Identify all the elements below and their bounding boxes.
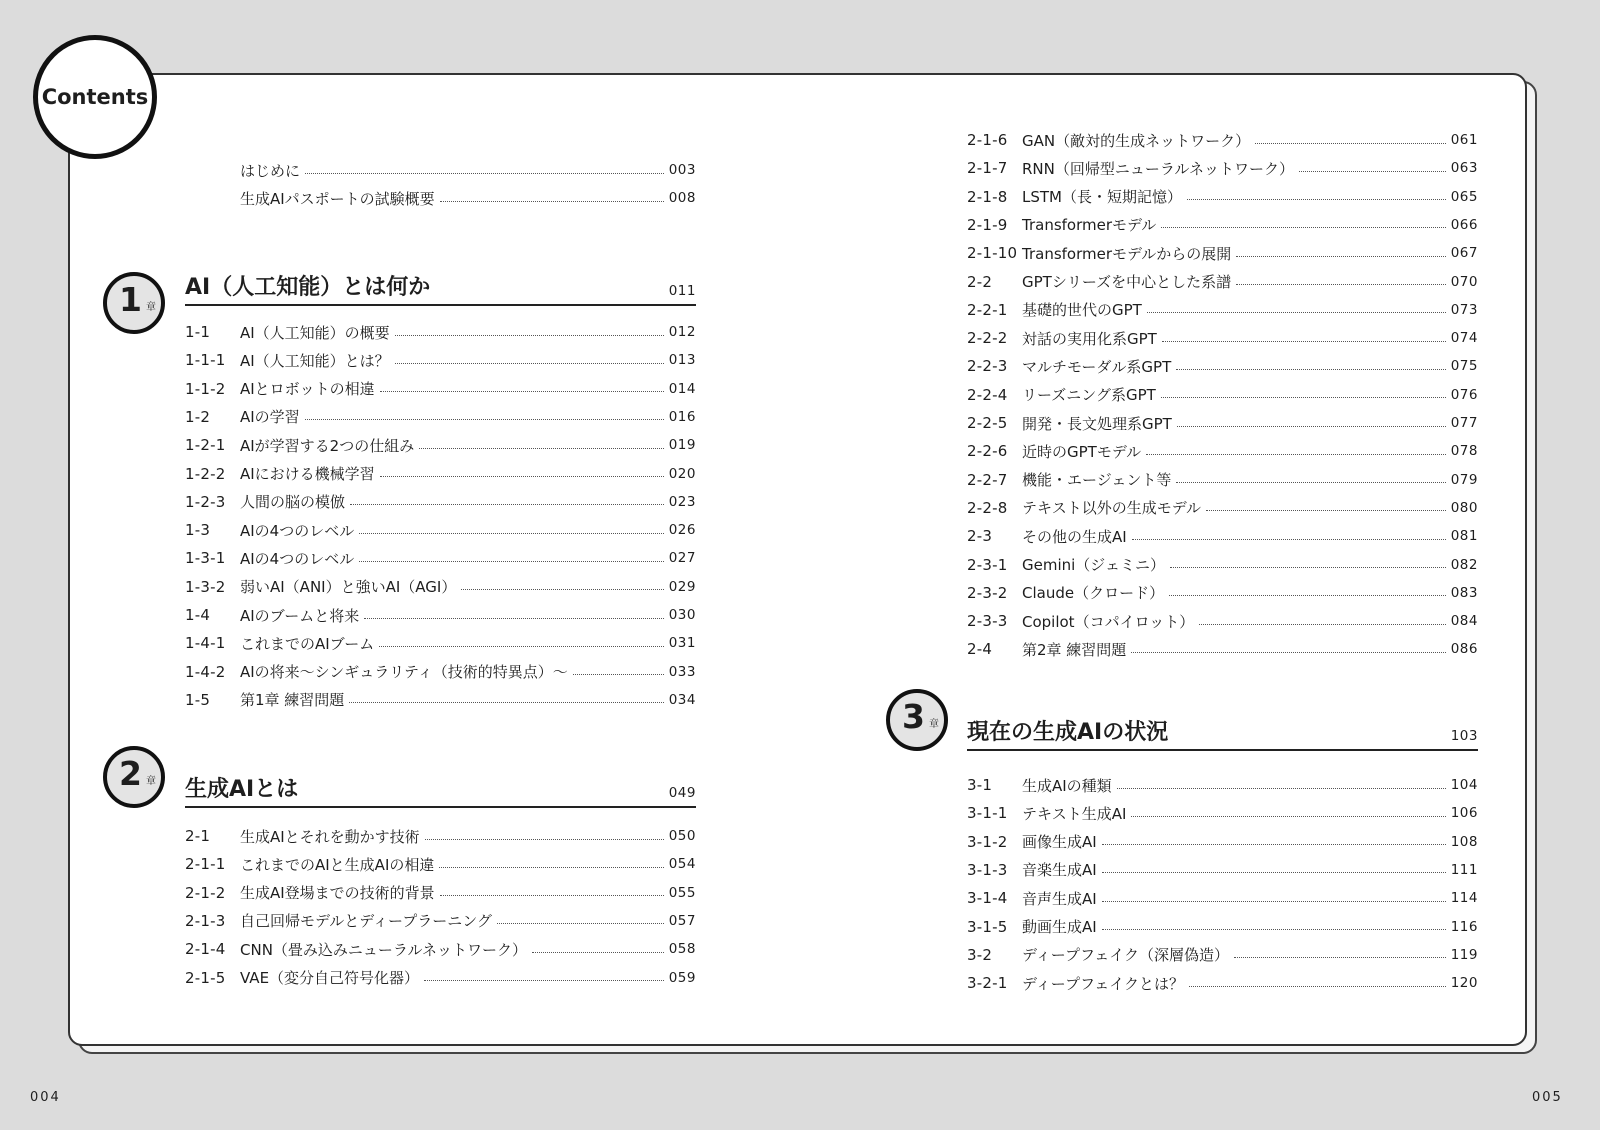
toc-entry-number: 1-2 [185,407,211,426]
toc-entry-number: 2-3 [967,527,993,546]
toc-entry-number: 2-2-6 [967,442,1008,461]
toc-entry-page: 086 [1450,641,1478,658]
toc-entry-title: Transformerモデルからの展開 [1022,244,1232,263]
toc-entry-intro-1[interactable] [240,186,696,210]
toc-entry-title: 弱いAI（ANI）と強いAI（AGI） [240,578,457,597]
toc-entry-title: AIとロボットの相違 [240,380,375,399]
toc-entry-page: 013 [668,352,696,369]
dot-leader [359,561,663,562]
toc-entry-page: 054 [668,856,696,873]
dot-leader [1131,816,1445,817]
toc-entry[interactable] [185,966,696,990]
toc-entry-page: 116 [1450,918,1478,935]
toc-entry[interactable] [967,496,1478,520]
toc-entry-number: 2-1-5 [185,968,226,987]
toc-entry-title: 音楽生成AI [1022,861,1097,880]
toc-entry-title: Copilot（コパイロット） [1022,612,1195,631]
toc-entry-number: 1-1 [185,323,211,341]
toc-entry-page: 014 [668,380,696,397]
toc-entry[interactable] [967,773,1478,797]
toc-entry-title: Claude（クロード） [1022,584,1165,603]
toc-entry-page: 075 [1450,358,1478,375]
toc-entry-number: 3-1-4 [967,889,1008,908]
toc-entry-page: 050 [668,828,696,844]
toc-entry-number: 2-3-2 [967,583,1008,602]
dot-leader [1161,227,1445,228]
toc-entry-number: 1-5 [185,690,211,709]
toc-entry-number: 2-1-1 [185,855,226,874]
dot-leader [1169,595,1446,596]
toc-entry[interactable] [967,858,1478,882]
dot-leader [439,867,663,868]
toc-entry-page: 026 [668,522,696,539]
toc-entry-title: RNN（回帰型ニューラルネットワーク） [1022,159,1294,178]
toc-entry-number: 2-2-1 [967,300,1008,319]
toc-entry-page: 067 [1450,245,1478,262]
toc-entry-number: 1-2-3 [185,492,226,511]
toc-entry[interactable] [185,546,696,570]
chapter-page: 103 [1450,728,1478,744]
toc-entry-page: 081 [1450,528,1478,545]
dot-leader [1102,872,1446,873]
toc-entry-number: 3-1-2 [967,832,1008,851]
toc-entry-page: 027 [668,550,696,567]
toc-entry-title: 動画生成AI [1022,918,1097,936]
toc-entry[interactable] [185,852,696,876]
dot-leader [1162,341,1446,342]
chapter-number: 2 [119,754,142,793]
dot-leader [440,895,664,896]
toc-entry[interactable] [185,320,696,344]
dot-leader [364,618,663,619]
toc-entry-number: 3-2-1 [967,974,1008,993]
dot-leader [424,980,664,981]
toc-entry-page: 061 [1450,132,1478,148]
toc-entry-number: 2-2-7 [967,470,1008,489]
toc-entry[interactable] [185,603,696,627]
dot-leader [1176,482,1445,483]
toc-entry-page: 066 [1450,216,1478,233]
toc-entry-page: 119 [1450,946,1478,963]
toc-entry[interactable] [967,943,1478,967]
toc-entry-number: 1-4 [185,606,211,624]
toc-entry-page: 104 [1450,777,1478,793]
dot-leader [1102,901,1446,902]
dot-leader [395,335,664,336]
toc-entry[interactable] [967,411,1478,435]
toc-entry-title: これまでのAIブーム [240,634,375,653]
toc-entry-title: 第1章 練習問題 [240,691,345,710]
toc-entry-number: 3-1-5 [967,917,1008,936]
contents-label: Contents [41,85,149,109]
toc-entry-page: 108 [1450,833,1478,850]
dot-leader [379,646,663,647]
toc-entry-page: 029 [668,578,696,595]
toc-entry-title: マルチモーダル系GPT [1022,357,1172,376]
toc-entry[interactable] [967,830,1478,854]
toc-entry-page: 080 [1450,499,1478,516]
chapter-number: 3 [902,697,925,736]
chapter-suffix: 章 [146,776,156,787]
toc-entry-page: 057 [668,912,696,929]
toc-entry-title: AIの4つのレベル [240,549,355,568]
toc-entry-page: 055 [668,884,696,901]
chapter-1-heading[interactable] [185,270,696,306]
toc-entry[interactable] [185,490,696,514]
toc-entry-title: VAE（変分自己符号化器） [240,969,420,987]
toc-entry[interactable] [967,383,1478,407]
toc-entry-title: 第2章 練習問題 [1022,640,1127,659]
toc-entry-number: 1-4-1 [185,634,226,653]
toc-entry-title: 音声生成AI [1022,889,1097,908]
toc-entry-number: 3-1 [967,776,993,794]
toc-entry-number: 2-2-8 [967,498,1008,517]
toc-entry-title: AIの学習 [240,408,300,427]
toc-entry[interactable] [185,881,696,905]
dot-leader [1170,567,1446,568]
toc-entry-number: 2-2-2 [967,329,1008,348]
dot-leader [1131,652,1445,653]
dot-leader [350,504,664,505]
dot-leader [425,839,664,840]
toc-entry-number: 1-3 [185,521,211,540]
toc-entry-title: 画像生成AI [1022,833,1097,852]
dot-leader [1236,284,1446,285]
toc-entry[interactable] [185,462,696,486]
toc-entry[interactable] [967,241,1478,265]
toc-entry[interactable] [967,581,1478,605]
toc-entry-number: 1-4-2 [185,662,226,681]
toc-entry-page: 070 [1450,273,1478,290]
toc-entry[interactable] [185,518,696,542]
toc-entry-page: 020 [668,465,696,482]
toc-entry-page: 082 [1450,556,1478,573]
chapter-title: 現在の生成AIの状況 [967,720,1169,745]
toc-entry-title: 対話の実用化系GPT [1022,329,1157,348]
toc-entry-page: 074 [1450,330,1478,347]
toc-entry-number: 3-2 [967,945,993,964]
toc-entry-number: 2-1-4 [185,940,226,959]
toc-entry-page: 073 [1450,301,1478,318]
toc-entry-title: ディープフェイク（深層偽造） [1022,946,1230,965]
toc-entry-page: 033 [668,663,696,680]
chapter-title: AI（人工知能）とは何か [185,275,431,300]
toc-entry-title: 開発・長文処理系GPT [1022,414,1172,433]
toc-entry-title: 人間の脳の模倣 [240,493,346,512]
dot-leader [1236,256,1445,257]
toc-entry-title: リーズニング系GPT [1022,386,1156,405]
toc-entry-page: 083 [1450,584,1478,601]
toc-entry-number: 2-2-4 [967,385,1008,404]
toc-entry-title: GAN（敵対的生成ネットワーク） [1022,131,1251,150]
toc-entry-number: 2-1-9 [967,215,1008,234]
toc-entry-page: 059 [668,969,696,986]
toc-entry[interactable] [185,631,696,655]
chapter-page: 011 [668,283,696,299]
toc-entry[interactable] [967,553,1478,577]
toc-entry-page: 031 [668,635,696,652]
toc-entry[interactable] [967,886,1478,910]
chapter-title: 生成AIとは [185,777,299,802]
chapter-number: 1 [119,280,142,319]
toc-entry-number: 3-1-1 [967,804,1008,823]
dot-leader [1117,788,1446,789]
toc-entry-page: 016 [668,408,696,425]
dot-leader [1206,510,1446,511]
toc-entry[interactable] [967,185,1478,209]
dot-leader [1177,426,1446,427]
dot-leader [461,589,663,590]
dot-leader [1187,199,1446,200]
toc-entry-title: 生成AIとそれを動かす技術 [240,827,420,846]
toc-entry-intro-0[interactable] [240,158,696,182]
dot-leader [1146,454,1446,455]
toc-entry-title: GPTシリーズを中心とした系譜 [1022,273,1232,291]
dot-leader [1299,171,1446,172]
dot-leader [305,419,664,420]
chapter-3-heading[interactable] [967,715,1478,751]
dot-leader [573,674,664,675]
toc-entry-number: 2-4 [967,640,993,659]
toc-entry-page: 003 [668,162,696,178]
toc-entry[interactable] [185,688,696,712]
dot-leader [1199,624,1445,625]
toc-entry[interactable] [185,377,696,401]
dot-leader [1132,539,1446,540]
toc-entry-page: 034 [668,691,696,708]
toc-entry-number: 2-2 [967,272,993,291]
toc-entry[interactable] [967,439,1478,463]
toc-entry-title: CNN（畳み込みニューラルネットワーク） [240,940,528,959]
toc-entry-page: 065 [1450,188,1478,205]
toc-entry-title: AI（人工知能）の概要 [240,323,390,342]
dot-leader [1102,844,1446,845]
toc-entry[interactable] [967,971,1478,995]
toc-entry[interactable] [967,326,1478,350]
toc-entry-page: 008 [668,190,696,206]
toc-entry-title: テキスト以外の生成モデル [1022,499,1201,518]
toc-entry-page: 012 [668,324,696,340]
toc-entry[interactable] [185,405,696,429]
toc-entry[interactable] [185,937,696,961]
dot-leader [532,952,664,953]
toc-entry-number: 1-3-1 [185,549,226,568]
chapter-2-number-badge [103,746,165,808]
toc-entry[interactable] [967,801,1478,825]
toc-entry-number: 1-2-2 [185,464,226,483]
toc-entry-title: その他の生成AI [1022,527,1127,546]
toc-entry-number: 2-1-2 [185,883,226,902]
toc-entry-number: 3-1-3 [967,860,1008,879]
chapter-3-number-badge [886,689,948,751]
dot-leader [395,363,664,364]
toc-entry-number: 2-1-7 [967,159,1008,178]
dot-leader [349,702,663,703]
toc-entry-number: 1-3-2 [185,577,226,596]
toc-entry-title: Transformerモデル [1022,216,1157,235]
dot-leader [359,533,663,534]
toc-entry-title: AI（人工知能）とは？ [240,351,390,370]
toc-entry[interactable] [967,915,1478,939]
toc-entry-title: 機能・エージェント等 [1022,471,1172,490]
chapter-1-number-badge [103,272,165,334]
toc-entry-title: 基礎的世代のGPT [1022,301,1142,320]
dot-leader [380,391,664,392]
dot-leader [1176,369,1445,370]
toc-entry-title: AIにおける機械学習 [240,465,375,483]
toc-entry-title: AIの将来〜シンギュラリティ（技術的特異点）〜 [240,663,568,682]
toc-entry-number: 2-1 [185,827,211,845]
toc-entry[interactable] [185,824,696,848]
toc-entry-number: 2-1-3 [185,911,226,930]
toc-entry-page: 114 [1450,890,1478,907]
toc-entry-number: 2-2-5 [967,414,1008,432]
toc-entry[interactable] [967,609,1478,633]
toc-entry-number: 2-1-10 [967,244,1018,263]
toc-entry-title: AIのブームと将来 [240,606,360,625]
toc-entry[interactable] [185,575,696,599]
dot-leader [1234,957,1446,958]
chapter-suffix: 章 [146,302,156,313]
dot-leader [1161,397,1446,398]
toc-entry-title: 生成AIの種類 [1022,776,1112,795]
toc-entry-title: これまでのAIと生成AIの相違 [240,855,435,874]
dot-leader [1102,929,1446,930]
dot-leader [380,476,664,477]
toc-entry-page: 019 [668,437,696,454]
page-number-right: 005 [1532,1090,1563,1105]
toc-entry-title: テキスト生成AI [1022,804,1127,823]
toc-entry[interactable] [967,270,1478,294]
toc-entry[interactable] [967,213,1478,237]
toc-entry-page: 120 [1450,975,1478,992]
toc-entry[interactable] [185,433,696,457]
page-number-left: 004 [30,1090,61,1105]
toc-entry-page: 106 [1450,805,1478,822]
toc-entry[interactable] [967,468,1478,492]
toc-entry[interactable] [185,348,696,372]
toc-entry-number: 1-1-1 [185,351,226,370]
dot-leader [497,923,664,924]
toc-entry-number: 1-2-1 [185,436,226,455]
toc-entry[interactable] [185,660,696,684]
toc-entry-page: 058 [668,941,696,958]
toc-entry-number: 2-3-3 [967,612,1008,631]
contents-badge [33,35,157,159]
toc-entry-title: ディープフェイクとは？ [1022,974,1185,993]
toc-entry-page: 076 [1450,386,1478,403]
toc-entry[interactable] [185,909,696,933]
toc-entry[interactable] [967,354,1478,378]
dot-leader [419,448,663,449]
toc-entry-page: 111 [1450,861,1478,878]
dot-leader [1189,986,1446,987]
toc-entry-number: 1-1-2 [185,379,226,398]
toc-entry-title: Gemini（ジェミニ） [1022,556,1166,574]
toc-entry-title: はじめに [240,161,301,180]
dot-leader [1255,143,1446,144]
toc-entry-number: 2-1-8 [967,187,1008,206]
toc-entry-page: 063 [1450,160,1478,177]
toc-entry-title: 生成AIパスポートの試験概要 [240,189,435,208]
dot-leader [305,173,664,174]
toc-entry[interactable] [967,128,1478,152]
toc-entry-page: 084 [1450,613,1478,630]
toc-entry-title: AIの4つのレベル [240,521,355,540]
toc-entry-page: 030 [668,607,696,623]
toc-entry-number: 2-3-1 [967,555,1008,574]
toc-entry-page: 078 [1450,443,1478,460]
toc-entry-title: LSTM（長・短期記憶） [1022,188,1182,207]
toc-entry-title: AIが学習する2つの仕組み [240,436,415,455]
chapter-2-heading[interactable] [185,772,696,808]
toc-entry[interactable] [967,156,1478,180]
toc-entry-title: 近時のGPTモデル [1022,442,1142,461]
toc-entry[interactable] [967,298,1478,322]
chapter-page: 049 [668,785,696,801]
dot-leader [1147,312,1446,313]
toc-entry[interactable] [967,637,1478,661]
toc-entry-page: 023 [668,493,696,510]
toc-entry-page: 079 [1450,471,1478,488]
toc-entry-number: 2-1-6 [967,131,1008,149]
toc-entry-title: 生成AI登場までの技術的背景 [240,884,435,903]
toc-entry-page: 077 [1450,415,1478,431]
toc-entry-number: 2-2-3 [967,357,1008,376]
chapter-suffix: 章 [929,719,939,730]
dot-leader [440,201,664,202]
toc-entry-title: 自己回帰モデルとディープラーニング [240,912,493,931]
toc-entry[interactable] [967,524,1478,548]
